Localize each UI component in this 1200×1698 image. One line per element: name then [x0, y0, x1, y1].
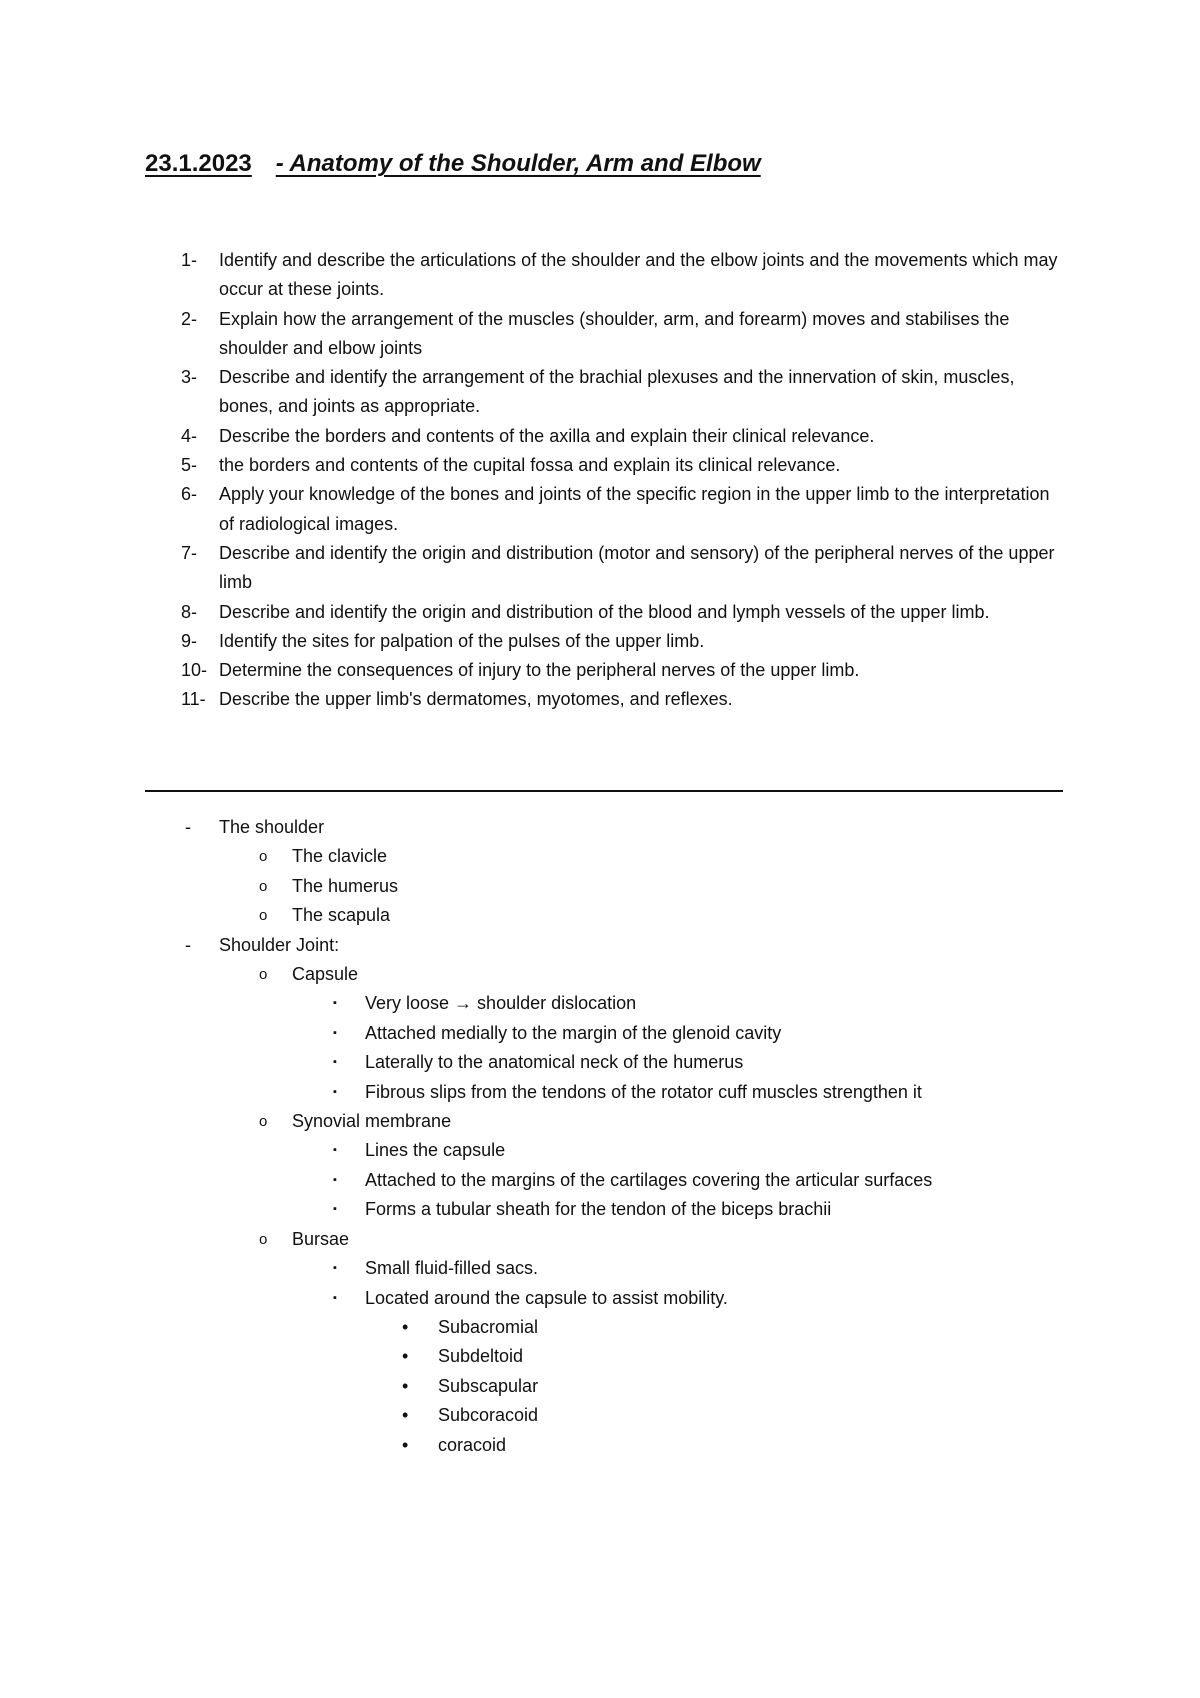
outline-text: Subscapular	[438, 1375, 539, 1396]
dash-bullet-icon: -	[185, 934, 191, 955]
objective-text: Identify and describe the articulations of the shoulder and the elbow joints and the movements which may occur at these joints.	[219, 250, 1058, 300]
outline-item	[145, 1019, 1065, 1048]
outline-item	[145, 1166, 1065, 1195]
outline-text: Subdeltoid	[438, 1346, 524, 1367]
objective-number: 2-	[181, 308, 198, 329]
square-bullet-icon: ▪	[333, 997, 337, 1010]
objective-text: Describe the upper limb's dermatomes, myotomes, and reflexes.	[219, 689, 733, 710]
objective-item	[145, 685, 1065, 714]
outline-item	[145, 1313, 1065, 1342]
outline-item	[145, 842, 1065, 871]
outline-text: The scapula	[292, 905, 391, 926]
outline-text: Subcoracoid	[438, 1405, 539, 1426]
learning-objectives-list	[145, 246, 1065, 715]
outline-text: Small fluid-filled sacs.	[365, 1258, 539, 1279]
objective-text: Determine the consequences of injury to the peripheral nerves of the upper limb.	[219, 660, 860, 681]
dash-bullet-icon: -	[185, 817, 191, 837]
outline-text: Attached medially to the margin of the glenoid cavity	[365, 1022, 782, 1043]
objective-number: 3-	[181, 367, 198, 388]
outline-text: coracoid	[438, 1434, 507, 1455]
objective-number: 9-	[181, 630, 198, 651]
objective-item	[145, 305, 1065, 364]
square-bullet-icon: ▪	[333, 1173, 337, 1186]
objective-number: 5-	[181, 455, 198, 476]
square-bullet-icon: ▪	[333, 1291, 337, 1304]
objective-text: Describe and identify the origin and distribution of the blood and lymph vessels of the upper limb.	[219, 601, 990, 622]
outline-item	[145, 1284, 1065, 1313]
dot-bullet-icon: •	[402, 1316, 409, 1337]
outline-text: Laterally to the anatomical neck of the humerus	[365, 1052, 744, 1073]
objective-text: Describe the borders and contents of the axilla and explain their clinical relevance.	[219, 425, 875, 446]
outline-text: Subacromial	[438, 1316, 539, 1337]
outline-text: Forms a tubular sheath for the tendon of the biceps brachii	[365, 1199, 832, 1220]
outline-text: The shoulder	[219, 817, 325, 837]
objective-number: 7-	[181, 542, 198, 563]
objective-text: the borders and contents of the cupital fossa and explain its clinical relevance.	[219, 455, 841, 476]
objective-text: Describe and identify the arrangement of the brachial plexuses and the innervation of skin, muscles, bones, and joints as appropriate.	[219, 367, 1015, 417]
square-bullet-icon: ▪	[333, 1085, 337, 1098]
outline-item	[145, 1107, 1065, 1136]
objective-number: 8-	[181, 601, 198, 622]
objective-item	[145, 246, 1065, 305]
outline-text: The clavicle	[292, 846, 388, 867]
objective-item	[145, 656, 1065, 685]
circle-bullet-icon: o	[259, 1113, 268, 1131]
objective-item	[145, 598, 1065, 627]
outline-text: Bursae	[292, 1228, 350, 1249]
outline-text: Attached to the margins of the cartilages covering the articular surfaces	[365, 1169, 933, 1190]
outline-item	[145, 1225, 1065, 1254]
objective-item	[145, 539, 1065, 598]
square-bullet-icon: ▪	[333, 1056, 337, 1069]
objective-text: Describe and identify the origin and distribution (motor and sensory) of the peripheral nerves of the upper limb	[219, 542, 1055, 593]
outline-text: Very loose → shoulder dislocation	[365, 993, 637, 1014]
outline-item	[145, 960, 1065, 989]
objective-text: Identify the sites for palpation of the pulses of the upper limb.	[219, 630, 705, 651]
circle-bullet-icon: o	[259, 877, 268, 895]
square-bullet-icon: ▪	[333, 1262, 337, 1275]
outline-item	[145, 901, 1065, 930]
circle-bullet-icon: o	[259, 907, 268, 925]
objective-item	[145, 451, 1065, 480]
page-title	[145, 150, 761, 178]
objective-item	[145, 480, 1065, 539]
outline-item	[145, 1078, 1065, 1107]
notes-outline	[145, 813, 1065, 1460]
dot-bullet-icon: •	[402, 1346, 409, 1367]
outline-item	[145, 1342, 1065, 1371]
objective-number: 1-	[181, 250, 198, 270]
objective-number: 6-	[181, 484, 198, 505]
outline-item	[145, 872, 1065, 901]
dot-bullet-icon: •	[402, 1405, 409, 1426]
outline-text: Lines the capsule	[365, 1140, 506, 1161]
objective-number: 10-	[181, 660, 208, 681]
title-subject: - Anatomy of the Shoulder, Arm and Elbow	[275, 150, 761, 177]
horizontal-divider	[145, 790, 1063, 792]
square-bullet-icon: ▪	[333, 1026, 337, 1039]
circle-bullet-icon: o	[259, 1230, 268, 1248]
outline-item	[145, 1372, 1065, 1401]
outline-text: Capsule	[292, 964, 359, 985]
objective-number: 4-	[181, 425, 198, 446]
outline-text: Fibrous slips from the tendons of the rotator cuff muscles strengthen it	[365, 1081, 922, 1102]
objective-item	[145, 363, 1065, 422]
circle-bullet-icon: o	[259, 848, 268, 866]
outline-item	[145, 931, 1065, 960]
outline-text: Synovial membrane	[292, 1111, 452, 1132]
dot-bullet-icon: •	[402, 1375, 409, 1396]
objective-item	[145, 627, 1065, 656]
square-bullet-icon: ▪	[333, 1203, 337, 1216]
outline-item	[145, 1048, 1065, 1077]
dot-bullet-icon: •	[402, 1434, 409, 1455]
outline-item	[145, 1401, 1065, 1430]
outline-item	[145, 813, 1065, 842]
square-bullet-icon: ▪	[333, 1144, 337, 1157]
outline-text: Located around the capsule to assist mobility.	[365, 1287, 728, 1308]
outline-item	[145, 1136, 1065, 1165]
outline-item	[145, 1254, 1065, 1283]
outline-item	[145, 1195, 1065, 1224]
objective-text: Explain how the arrangement of the muscles (shoulder, arm, and forearm) moves and stabilises the shoulder and elbow joints	[219, 308, 1010, 358]
outline-item	[145, 989, 1065, 1018]
objective-number: 11-	[181, 689, 206, 710]
outline-item	[145, 1431, 1065, 1460]
objective-item	[145, 422, 1065, 451]
outline-text: Shoulder Joint:	[219, 934, 340, 955]
title-date: 23.1.2023	[145, 150, 252, 177]
outline-text: The humerus	[292, 875, 399, 896]
circle-bullet-icon: o	[259, 966, 268, 984]
objective-text: Apply your knowledge of the bones and joints of the specific region in the upper limb to the interpretation of radiological images.	[219, 484, 1050, 534]
